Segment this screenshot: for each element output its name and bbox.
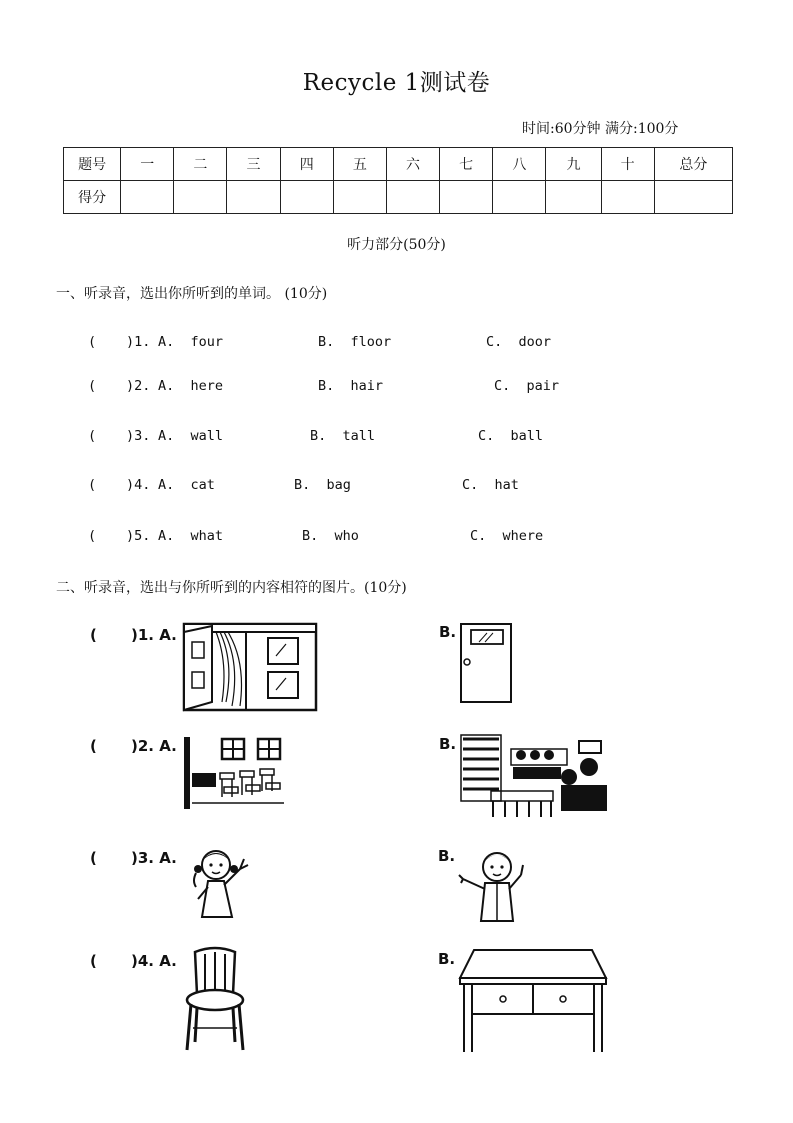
score-input-cell[interactable] <box>227 181 280 214</box>
question-number: )5. <box>126 528 151 544</box>
option-c: C. hat <box>462 477 519 493</box>
option-c: C. pair <box>494 378 560 394</box>
option-a: A. wall <box>158 428 224 444</box>
open-window-icon <box>182 622 318 712</box>
score-input-cell[interactable] <box>333 181 386 214</box>
score-header-cell: 四 <box>280 148 333 181</box>
score-input-cell[interactable] <box>493 181 546 214</box>
option-c: C. ball <box>478 428 544 444</box>
score-input-cell[interactable] <box>386 181 439 214</box>
part2-heading: 二、听录音，选出与你所听到的内容相符的图片。(10分) <box>56 580 407 596</box>
score-input-cell[interactable] <box>121 181 174 214</box>
listening-section-title: 听力部分(50分) <box>347 237 446 253</box>
part2-question-label: )3. A. <box>131 849 177 867</box>
answer-paren[interactable]: ( <box>88 378 97 394</box>
score-input-cell[interactable] <box>601 181 654 214</box>
score-input-cell[interactable] <box>280 181 333 214</box>
question-number: )1. <box>126 334 151 350</box>
score-row-label: 得分 <box>64 181 121 214</box>
classroom-students-icon <box>461 733 609 819</box>
option-b-label: B. <box>438 847 456 865</box>
part2-answer-paren[interactable]: ( <box>90 952 97 970</box>
option-b: B. who <box>302 528 359 544</box>
part2-answer-paren[interactable]: ( <box>90 849 97 867</box>
part2-question-label: )4. A. <box>131 952 177 970</box>
option-a: A. four <box>158 334 224 350</box>
option-b: B. tall <box>310 428 376 444</box>
option-b: B. hair <box>318 378 384 394</box>
option-b: B. floor <box>318 334 392 350</box>
option-b-label: B. <box>439 623 457 641</box>
option-b-label: B. <box>438 950 456 968</box>
question-number: )3. <box>126 428 151 444</box>
door-icon <box>459 622 513 704</box>
exam-meta: 时间:60分钟 满分:100分 <box>522 121 679 137</box>
score-header-cell: 题号 <box>64 148 121 181</box>
option-c: C. where <box>470 528 544 544</box>
question-number: )4. <box>126 477 151 493</box>
score-header-cell: 十 <box>601 148 654 181</box>
score-header-cell: 三 <box>227 148 280 181</box>
score-table-score-row <box>64 181 733 214</box>
answer-paren[interactable]: ( <box>88 334 97 350</box>
option-a: A. cat <box>158 477 215 493</box>
score-input-cell[interactable] <box>440 181 493 214</box>
option-a: A. here <box>158 378 224 394</box>
score-table <box>63 147 733 214</box>
girl-icon <box>184 843 256 923</box>
score-header-cell: 总分 <box>654 148 732 181</box>
part2-answer-paren[interactable]: ( <box>90 626 97 644</box>
part2-question-label: )2. A. <box>131 737 177 755</box>
part2-answer-paren[interactable]: ( <box>90 737 97 755</box>
score-header-cell: 一 <box>121 148 174 181</box>
score-input-cell[interactable] <box>654 181 732 214</box>
option-b-label: B. <box>439 735 457 753</box>
score-header-cell: 二 <box>174 148 227 181</box>
chair-icon <box>183 946 247 1054</box>
option-c: C. door <box>486 334 552 350</box>
part2-question-label: )1. A. <box>131 626 177 644</box>
desk-icon <box>458 948 608 1054</box>
score-input-cell[interactable] <box>546 181 601 214</box>
answer-paren[interactable]: ( <box>88 428 97 444</box>
answer-paren[interactable]: ( <box>88 477 97 493</box>
boy-icon <box>457 845 535 925</box>
score-table-header-row <box>64 148 733 181</box>
option-a: A. what <box>158 528 224 544</box>
score-header-cell: 六 <box>386 148 439 181</box>
score-header-cell: 七 <box>440 148 493 181</box>
page-title: Recycle 1测试卷 <box>302 70 491 96</box>
question-number: )2. <box>126 378 151 394</box>
score-header-cell: 九 <box>546 148 601 181</box>
score-input-cell[interactable] <box>174 181 227 214</box>
classroom-desks-icon <box>184 733 288 811</box>
score-header-cell: 八 <box>493 148 546 181</box>
score-header-cell: 五 <box>333 148 386 181</box>
answer-paren[interactable]: ( <box>88 528 97 544</box>
part1-heading: 一、听录音，选出你所听到的单词。 (10分) <box>56 286 328 302</box>
option-b: B. bag <box>294 477 351 493</box>
